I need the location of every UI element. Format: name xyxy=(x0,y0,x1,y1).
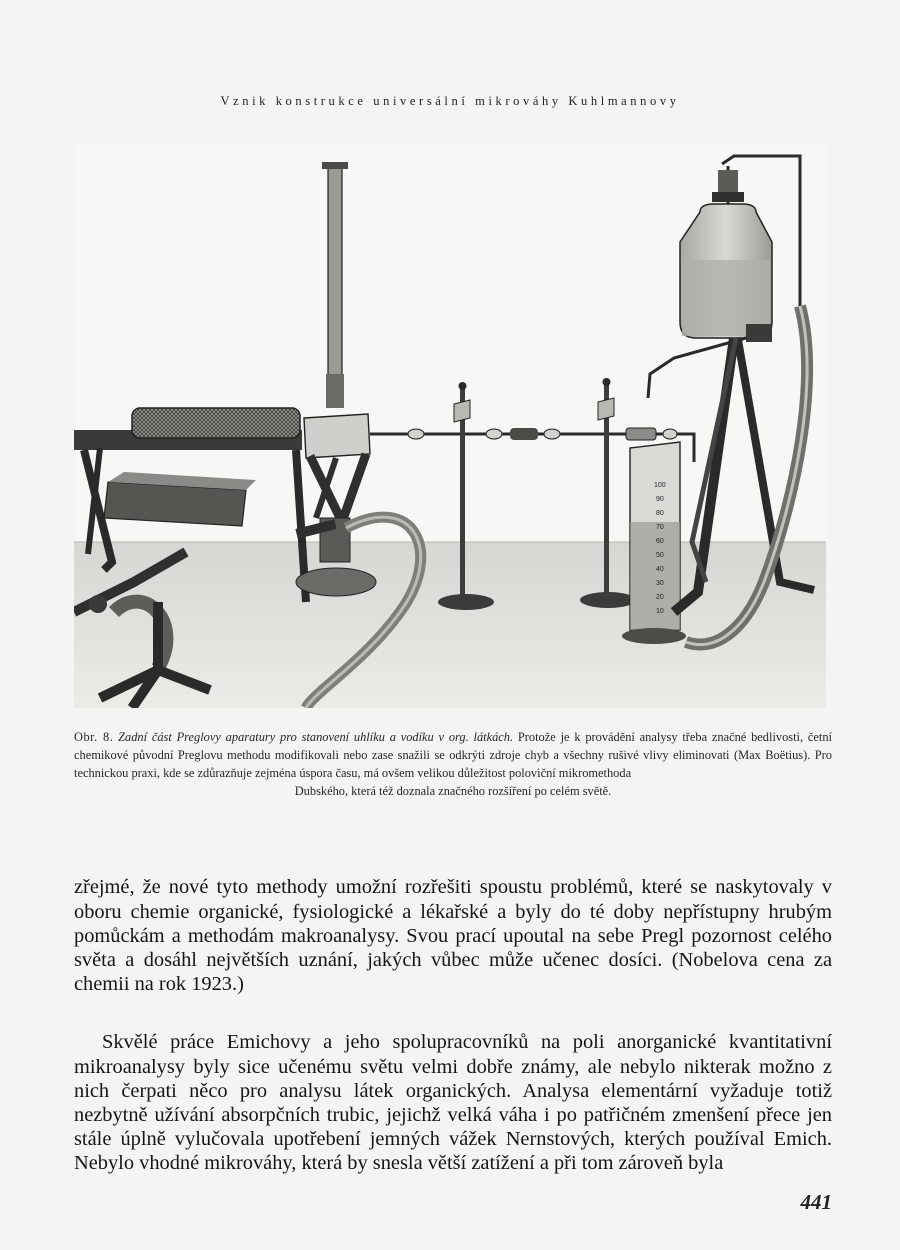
scale-50: 50 xyxy=(656,552,664,559)
body-paragraph-2: Skvělé práce Emichovy a jeho spolupracovníků na poli anorganické kvantitativní mikroanalysy byly sice učenému světu velmi dobře známy, ale nebylo nikterak možno z nich čerpati něco pro analysu látek organických. Analysa elementární vyžaduje totiž nezbytně užívání absorpčních trubic, jejichž velká váha i po patřičném zmenšení přece jen stále úplně vylučovala upotřebení jemných vážek Nernstových, kterých používal Emich. Nebylo vhodné mikrováhy, která by snesla větší zatížení a při tom zároveň byla xyxy=(74,1031,832,1175)
figure-caption xyxy=(74,728,832,800)
caption-last-line: Dubského, která též doznala značného rozšíření po celém světě. xyxy=(294,784,612,798)
scale-10: 10 xyxy=(656,608,664,615)
caption-title: Zadní část Preglovy aparatury pro stanovení uhlíku a vodíku v org. látkách. xyxy=(118,730,514,744)
scale-60: 60 xyxy=(656,538,664,545)
scale-90: 90 xyxy=(656,496,664,503)
scale-40: 40 xyxy=(656,566,664,573)
apparatus-illustration xyxy=(74,142,826,708)
running-head: Vznik konstrukce universální mikrováhy Kuhlmannovy xyxy=(220,94,680,108)
caption-body: Protože je k provádění analysy třeba značné bedlivosti, četní chemikové původní Preglovu methodu modifikovali nebo zase snažili se odkrýti zdroje chyb a všechny rušivé vlivy eliminovati (Max Boëtius). Pro technickou praxi, kde se zdůrazňuje zejména úspora času, má ovšem velikou důležitost poloviční mikromethoda xyxy=(74,730,832,780)
scale-100: 100 xyxy=(654,482,666,489)
scale-30: 30 xyxy=(656,580,664,587)
scale-80: 80 xyxy=(656,510,664,517)
body-paragraph-1: zřejmé, že nové tyto methody umožní rozřešiti spoustu problémů, které se naskytovaly v oboru chemie organické, fysiologické a lékařské a byly do té doby nepřístupny hrubým pomůckám a methodám makroanalysy. Svou prací upoutal na sebe Pregl pozornost celého světa a dosáhl největších uznání, jakých vůbec může učenec dosíci. (Nobelova cena za chemii na rok 1923.) xyxy=(74,876,832,996)
scale-20: 20 xyxy=(656,594,664,601)
scale-70: 70 xyxy=(656,524,664,531)
page-number: 441 xyxy=(800,1190,832,1214)
caption-label: Obr. 8. xyxy=(74,730,114,744)
